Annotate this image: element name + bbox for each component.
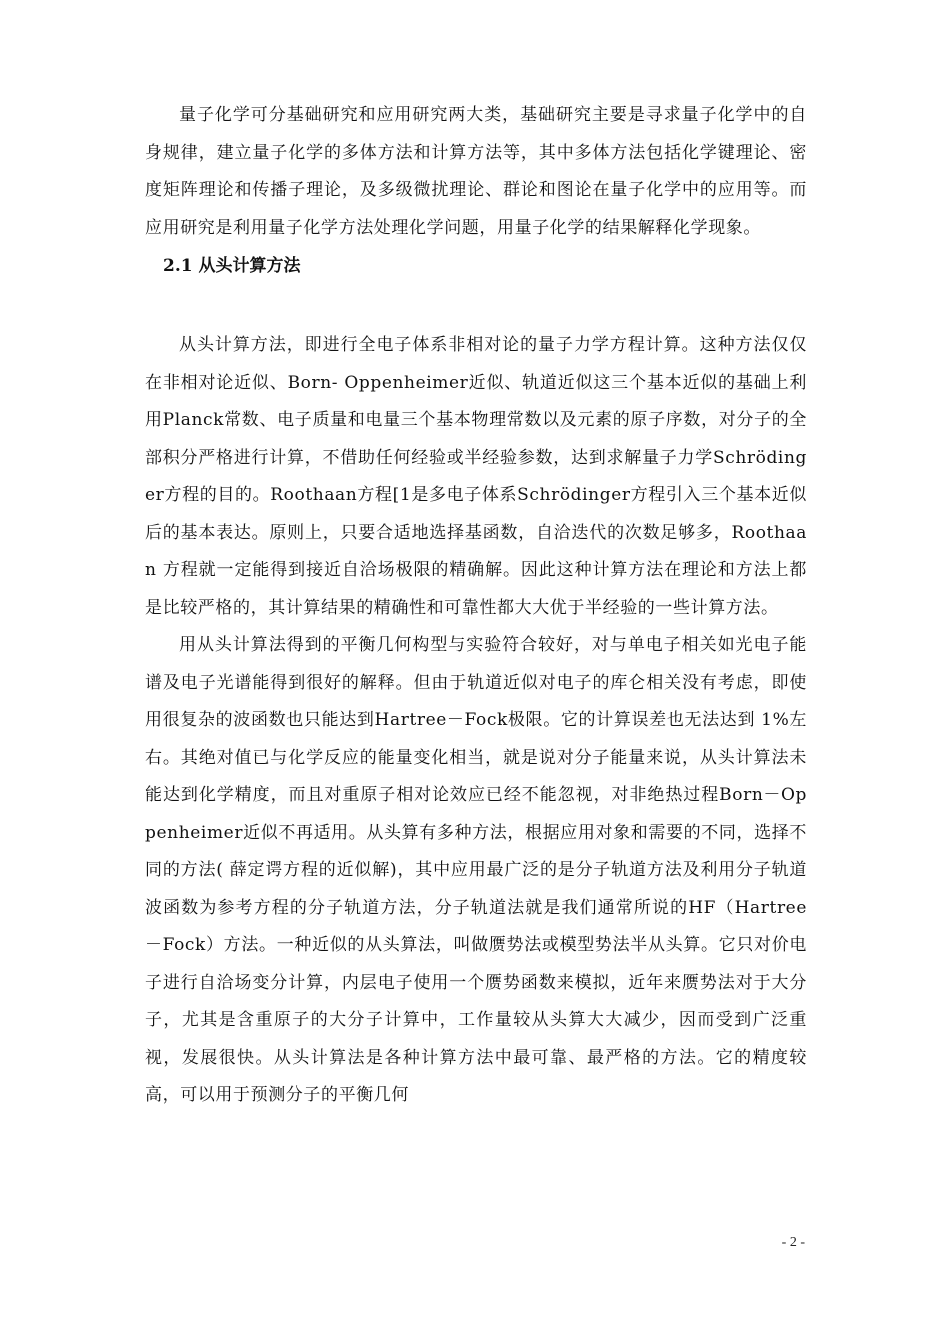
section-gap (145, 285, 807, 327)
paragraph-ab-initio-details: 用从头计算法得到的平衡几何构型与实验符合较好，对与单电子相关如光电子能谱及电子光谱能得到很好的解释。但由于轨道近似对电子的库仑相关没有考虑，即使用很复杂的波函数也只能达到Hartree－Fock极限。它的计算误差也无法达到 1%左右。其绝对值已与化学反应的能量变化相当，就是说对分子能量来说，从头计算法未能达到化学精度，而且对重原子相对论效应已经不能忽视，对非绝热过程Born－Oppenheimer近似不再适用。从头算有多种方法，根据应用对象和需要的不同，选择不同的方法( 薛定谔方程的近似解)，其中应用最广泛的是分子轨道方法及利用分子轨道波函数为参考方程的分子轨道方法，分子轨道法就是我们通常所说的HF（Hartree－Fock）方法。一种近似的从头算法，叫做赝势法或模型势法半从头算。它只对价电子进行自洽场变分计算，内层电子使用一个赝势函数来模拟，近年来赝势法对于大分子，尤其是含重原子的大分子计算中，工作量较从头算大大减少，因而受到广泛重视，发展很快。从头计算法是各种计算方法中最可靠、最严格的方法。它的精度较高，可以用于预测分子的平衡几何 (145, 635, 807, 1105)
section-heading: 2.1 从头计算方法 (163, 256, 301, 276)
paragraph-intro: 量子化学可分基础研究和应用研究两大类，基础研究主要是寻求量子化学中的自身规律，建立量子化学的多体方法和计算方法等，其中多体方法包括化学键理论、密度矩阵理论和传播子理论，及多级微扰理论、群论和图论在量子化学中的应用等。而应用研究是利用量子化学方法处理化学问题，用量子化学的结果解释化学现象。 (145, 105, 807, 238)
paragraph-ab-initio-definition: 从头计算方法，即进行全电子体系非相对论的量子力学方程计算。这种方法仅仅在非相对论近似、Born- Oppenheimer近似、轨道近似这三个基本近似的基础上利用Planck常数、电子质量和电量三个基本物理常数以及元素的原子序数，对分子的全部积分严格进行计算，不借助任何经验或半经验参数，达到求解量子力学Schrödinger方程的目的。Roothaan方程[1是多电子体系Schrödinger方程引入三个基本近似后的基本表达。原则上，只要合适地选择基函数，自洽迭代的次数足够多，Roothaan 方程就一定能得到接近自洽场极限的精确解。因此这种计算方法在理论和方法上都是比较严格的，其计算结果的精确性和可靠性都大大优于半经验的一些计算方法。 (145, 335, 807, 618)
page-number: - 2 - (781, 1235, 805, 1250)
document-body (145, 97, 807, 1115)
